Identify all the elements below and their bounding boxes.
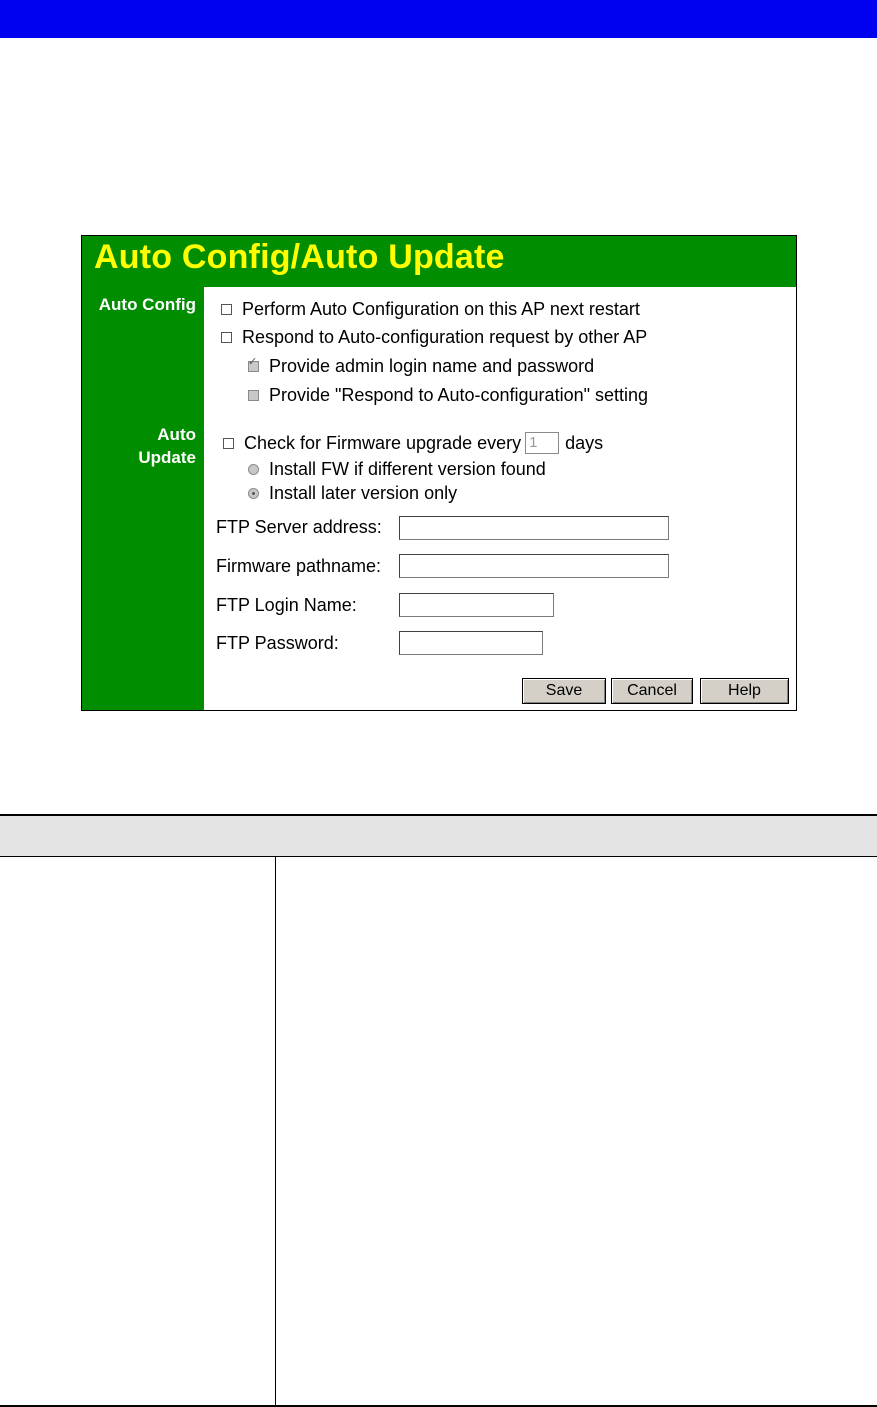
- ftp-server-label: FTP Server address:: [216, 517, 382, 537]
- provide-respond-setting-checkbox[interactable]: [248, 390, 259, 401]
- cancel-button[interactable]: Cancel: [611, 678, 693, 704]
- perform-auto-config-checkbox[interactable]: [221, 304, 232, 315]
- check-firmware-checkbox[interactable]: [223, 438, 234, 449]
- ftp-password-input[interactable]: [399, 631, 543, 655]
- ftp-login-name-label: FTP Login Name:: [216, 595, 357, 615]
- install-if-different-radio[interactable]: [248, 464, 259, 475]
- auto-update-section-label: Auto Update: [138, 425, 196, 467]
- install-later-only-label: Install later version only: [269, 482, 458, 503]
- respond-auto-config-checkbox[interactable]: [221, 332, 232, 343]
- page-header-bar: [0, 0, 877, 38]
- table-header: [0, 816, 877, 856]
- firmware-pathname-input[interactable]: [399, 554, 669, 578]
- days-label: days: [565, 432, 604, 453]
- save-button[interactable]: Save: [522, 678, 606, 704]
- table-header-divider: [0, 856, 877, 857]
- help-button[interactable]: Help: [700, 678, 789, 704]
- check-firmware-option[interactable]: [223, 430, 603, 456]
- check-firmware-label: Check for Firmware upgrade every: [244, 432, 522, 453]
- panel-title: Auto Config/Auto Update: [94, 238, 505, 276]
- respond-auto-config-label: Respond to Auto-configuration request by other AP: [242, 326, 648, 347]
- ftp-login-name-input[interactable]: [399, 593, 554, 617]
- provide-respond-setting-label: Provide "Respond to Auto-configuration" setting: [269, 384, 649, 405]
- provide-admin-login-checkbox[interactable]: [248, 355, 259, 372]
- firmware-pathname-label: Firmware pathname:: [216, 556, 382, 576]
- ftp-server-input[interactable]: [399, 516, 669, 540]
- auto-config-section-label: Auto Config: [98, 295, 196, 314]
- table-column-divider: [275, 857, 276, 1405]
- install-later-only-option[interactable]: [248, 480, 457, 506]
- perform-auto-config-option[interactable]: [221, 296, 640, 322]
- checkmark-icon: ✓: [248, 355, 258, 368]
- panel-header: [82, 236, 796, 287]
- radio-selected-dot: [252, 492, 255, 495]
- install-if-different-option[interactable]: [248, 456, 546, 482]
- perform-auto-config-label: Perform Auto Configuration on this AP next restart: [242, 298, 640, 319]
- install-later-only-radio[interactable]: [248, 488, 259, 499]
- provide-admin-login-option[interactable]: [248, 353, 594, 379]
- ftp-password-label: FTP Password:: [216, 633, 339, 653]
- provide-respond-setting-option[interactable]: [248, 382, 648, 408]
- auto-config-panel: [81, 235, 797, 711]
- provide-admin-login-label: Provide admin login name and password: [269, 355, 595, 376]
- panel-sidebar: [82, 287, 204, 710]
- install-if-different-label: Install FW if different version found: [269, 458, 546, 479]
- check-days-input[interactable]: 1: [525, 432, 559, 454]
- respond-auto-config-option[interactable]: [221, 324, 647, 350]
